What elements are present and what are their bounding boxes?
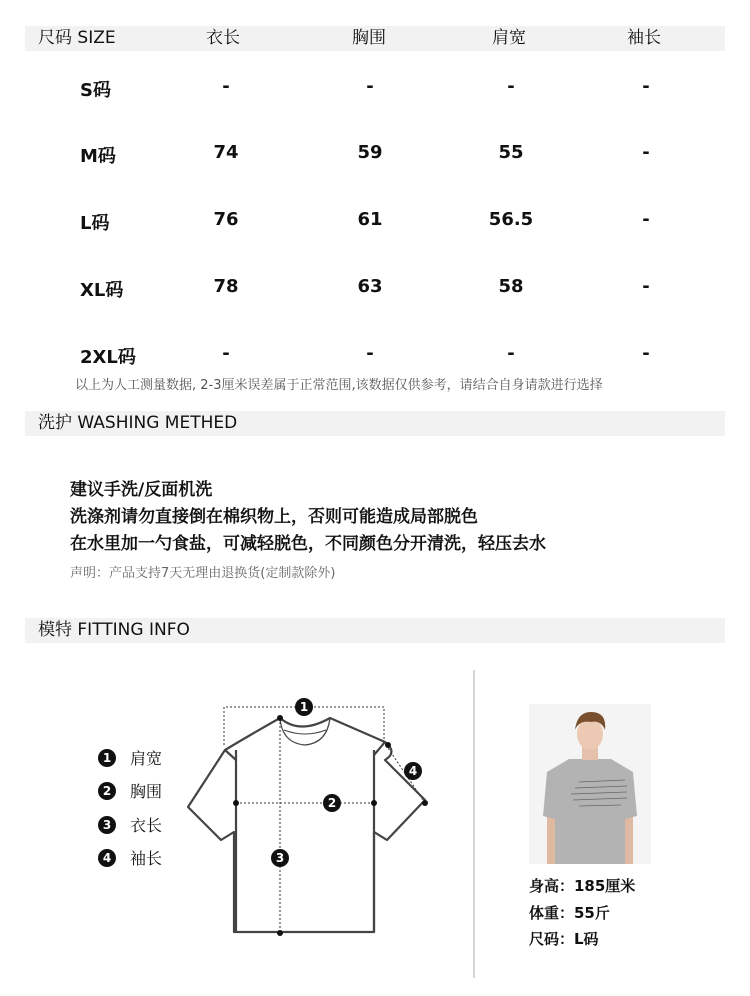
size-label: XL码 (80, 280, 124, 301)
shoulder-value: 58 (498, 276, 524, 297)
chest-value: - (366, 76, 374, 97)
legend-label: 胸围 (130, 782, 163, 801)
model-size: 尺码：L码 (529, 930, 599, 948)
chest-value: 63 (357, 276, 383, 297)
shoulder-value: 55 (498, 142, 524, 163)
fitting-title: 模特 FITTING INFO (38, 620, 190, 640)
model-weight: 体重：55斤 (529, 904, 610, 922)
svg-text:1: 1 (299, 700, 309, 714)
legend-label: 肩宽 (130, 749, 163, 768)
number-badge-icon: 1 (98, 749, 116, 767)
number-badge-icon: 4 (98, 849, 116, 867)
chest-value: 61 (357, 209, 383, 230)
sleeve-value: - (642, 76, 650, 97)
washing-line: 在水里加一勺食盐，可减轻脱色，不同颜色分开清洗，轻压去水 (70, 534, 546, 554)
length-value: - (222, 76, 230, 97)
sleeve-value: - (642, 209, 650, 230)
washing-line: 洗涤剂请勿直接倒在棉织物上，否则可能造成局部脱色 (70, 507, 478, 527)
legend-label: 衣长 (130, 816, 163, 835)
shoulder-value: - (507, 76, 515, 97)
section-divider (473, 670, 475, 978)
measurement-note: 以上为人工测量数据, 2-3厘米误差属于正常范围,该数据仅供参考，请结合自身请款进行选择 (75, 378, 603, 393)
number-badge-icon: 3 (98, 816, 116, 834)
sleeve-value: - (642, 276, 650, 297)
svg-text:4: 4 (408, 764, 418, 778)
size-label: L码 (80, 213, 110, 234)
chest-value: - (366, 343, 374, 364)
length-value: 78 (213, 276, 239, 297)
shoulder-value: 56.5 (488, 209, 534, 230)
number-badge-icon: 2 (98, 782, 116, 800)
sleeve-value: - (642, 142, 650, 163)
washing-title: 洗护 WASHING METHED (38, 413, 238, 433)
svg-text:3: 3 (275, 851, 285, 865)
washing-line: 建议手洗/反面机洗 (70, 480, 213, 500)
length-value: - (222, 343, 230, 364)
model-photo (529, 704, 651, 864)
svg-text:2: 2 (327, 796, 337, 810)
header-length: 衣长 (206, 28, 240, 48)
size-label: S码 (80, 80, 111, 101)
return-statement: 声明：产品支持7天无理由退换货(定制款除外) (70, 566, 336, 581)
header-shoulder: 肩宽 (492, 28, 526, 48)
chest-value: 59 (357, 142, 383, 163)
sleeve-value: - (642, 343, 650, 364)
header-chest: 胸围 (352, 28, 386, 48)
header-size: 尺码 SIZE (38, 28, 116, 48)
model-height: 身高：185厘米 (529, 877, 636, 895)
length-value: 76 (213, 209, 239, 230)
legend-label: 袖长 (130, 849, 163, 868)
length-value: 74 (213, 142, 239, 163)
size-label: M码 (80, 146, 116, 167)
header-sleeve: 袖长 (627, 28, 661, 48)
size-label: 2XL码 (80, 347, 136, 368)
shoulder-value: - (507, 343, 515, 364)
